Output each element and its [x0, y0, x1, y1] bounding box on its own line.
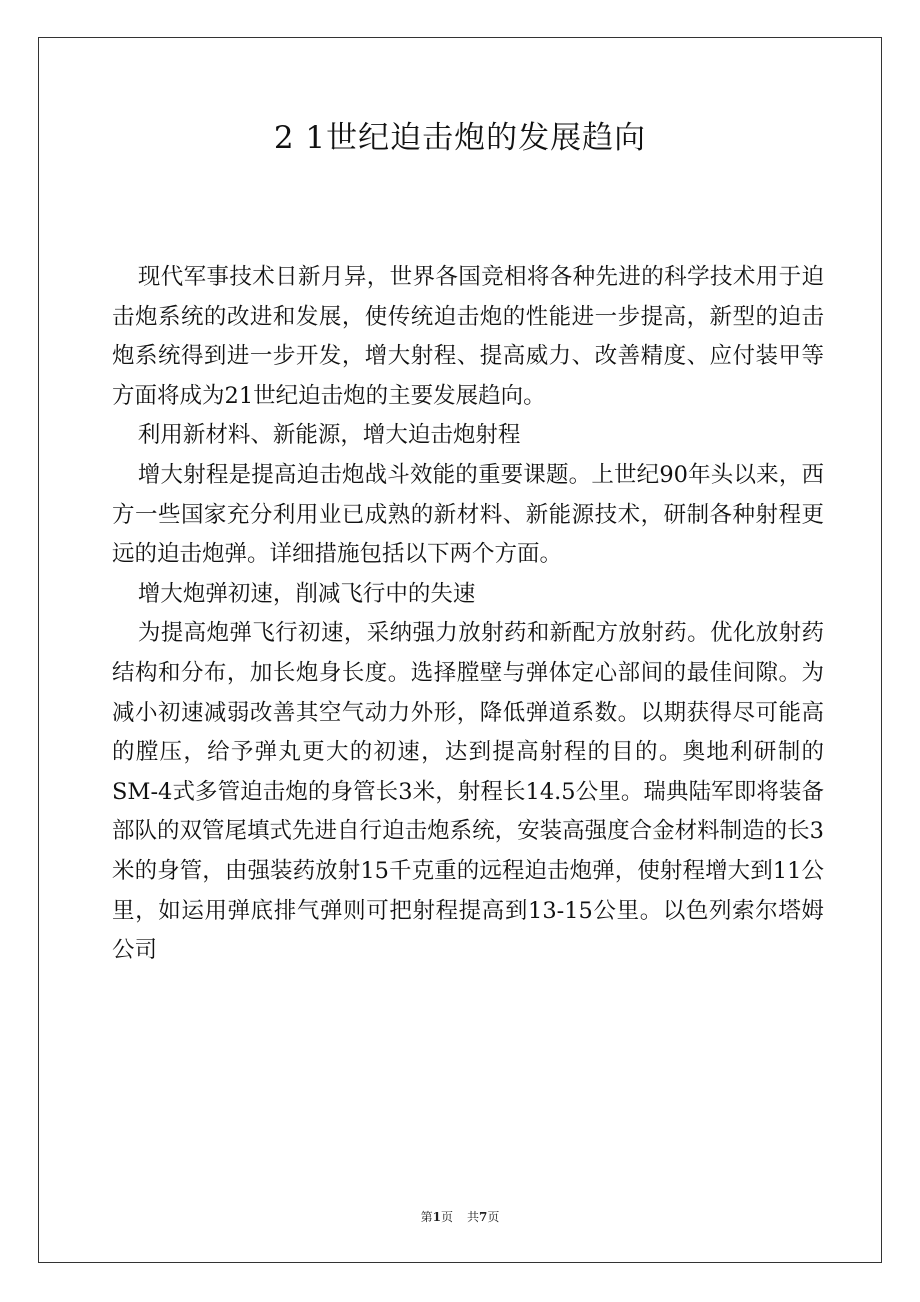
- document-title: 2 1世纪迫击炮的发展趋向: [273, 120, 647, 156]
- paragraph-velocity: 为提高炮弹飞行初速，采纳强力放射药和新配方放射药。优化放射药结构和分布，加长炮身长度。选择膛壁与弹体定心部间的最佳间隙。为减小初速减弱改善其空气动力外形，降低弹道系数。以期获得尽可能高的膛压，给予弹丸更大的初速，达到提高射程的目的。奥地利研制的SM-4式多管迫击炮的身管长3米，射程长14.5公里。瑞典陆军即将装备部队的双管尾填式先进自行迫击炮系统，安装高强度合金材料制造的长3米的身管，由强装药放射15千克重的远程迫击炮弹，使射程增大到11公里，如运用弹底排气弹则可把射程提高到13-15公里。以色列索尔塔姆公司: [112, 620, 824, 964]
- paragraph-range: 增大射程是提高迫击炮战斗效能的重要课题。上世纪90年头以来，西方一些国家充分利用业已成熟的新材料、新能源技术，研制各种射程更远的迫击炮弹。详细措施包括以下两个方面。: [112, 461, 824, 568]
- page-footer: [0, 1208, 920, 1225]
- page-current: 1: [432, 1210, 441, 1224]
- page-total: 7: [479, 1210, 488, 1224]
- paragraph-intro: 现代军事技术日新月异，世界各国竞相将各种先进的科学技术用于迫击炮系统的改进和发展，使传统迫击炮的性能进一步提高，新型的迫击炮系统得到进一步开发，增大射程、提高威力、改善精度、应付装甲等方面将成为21世纪迫击炮的主要发展趋向。: [112, 264, 824, 409]
- total-suffix: 页: [487, 1210, 500, 1224]
- total-prefix: 共: [467, 1210, 480, 1224]
- page-prefix: 第: [420, 1210, 433, 1224]
- document-body: [112, 258, 824, 971]
- section-heading-range: 利用新材料、新能源，增大迫击炮射程: [137, 422, 521, 449]
- section-heading-velocity: 增大炮弹初速，削减飞行中的失速: [137, 580, 476, 607]
- page-suffix: 页: [440, 1210, 453, 1224]
